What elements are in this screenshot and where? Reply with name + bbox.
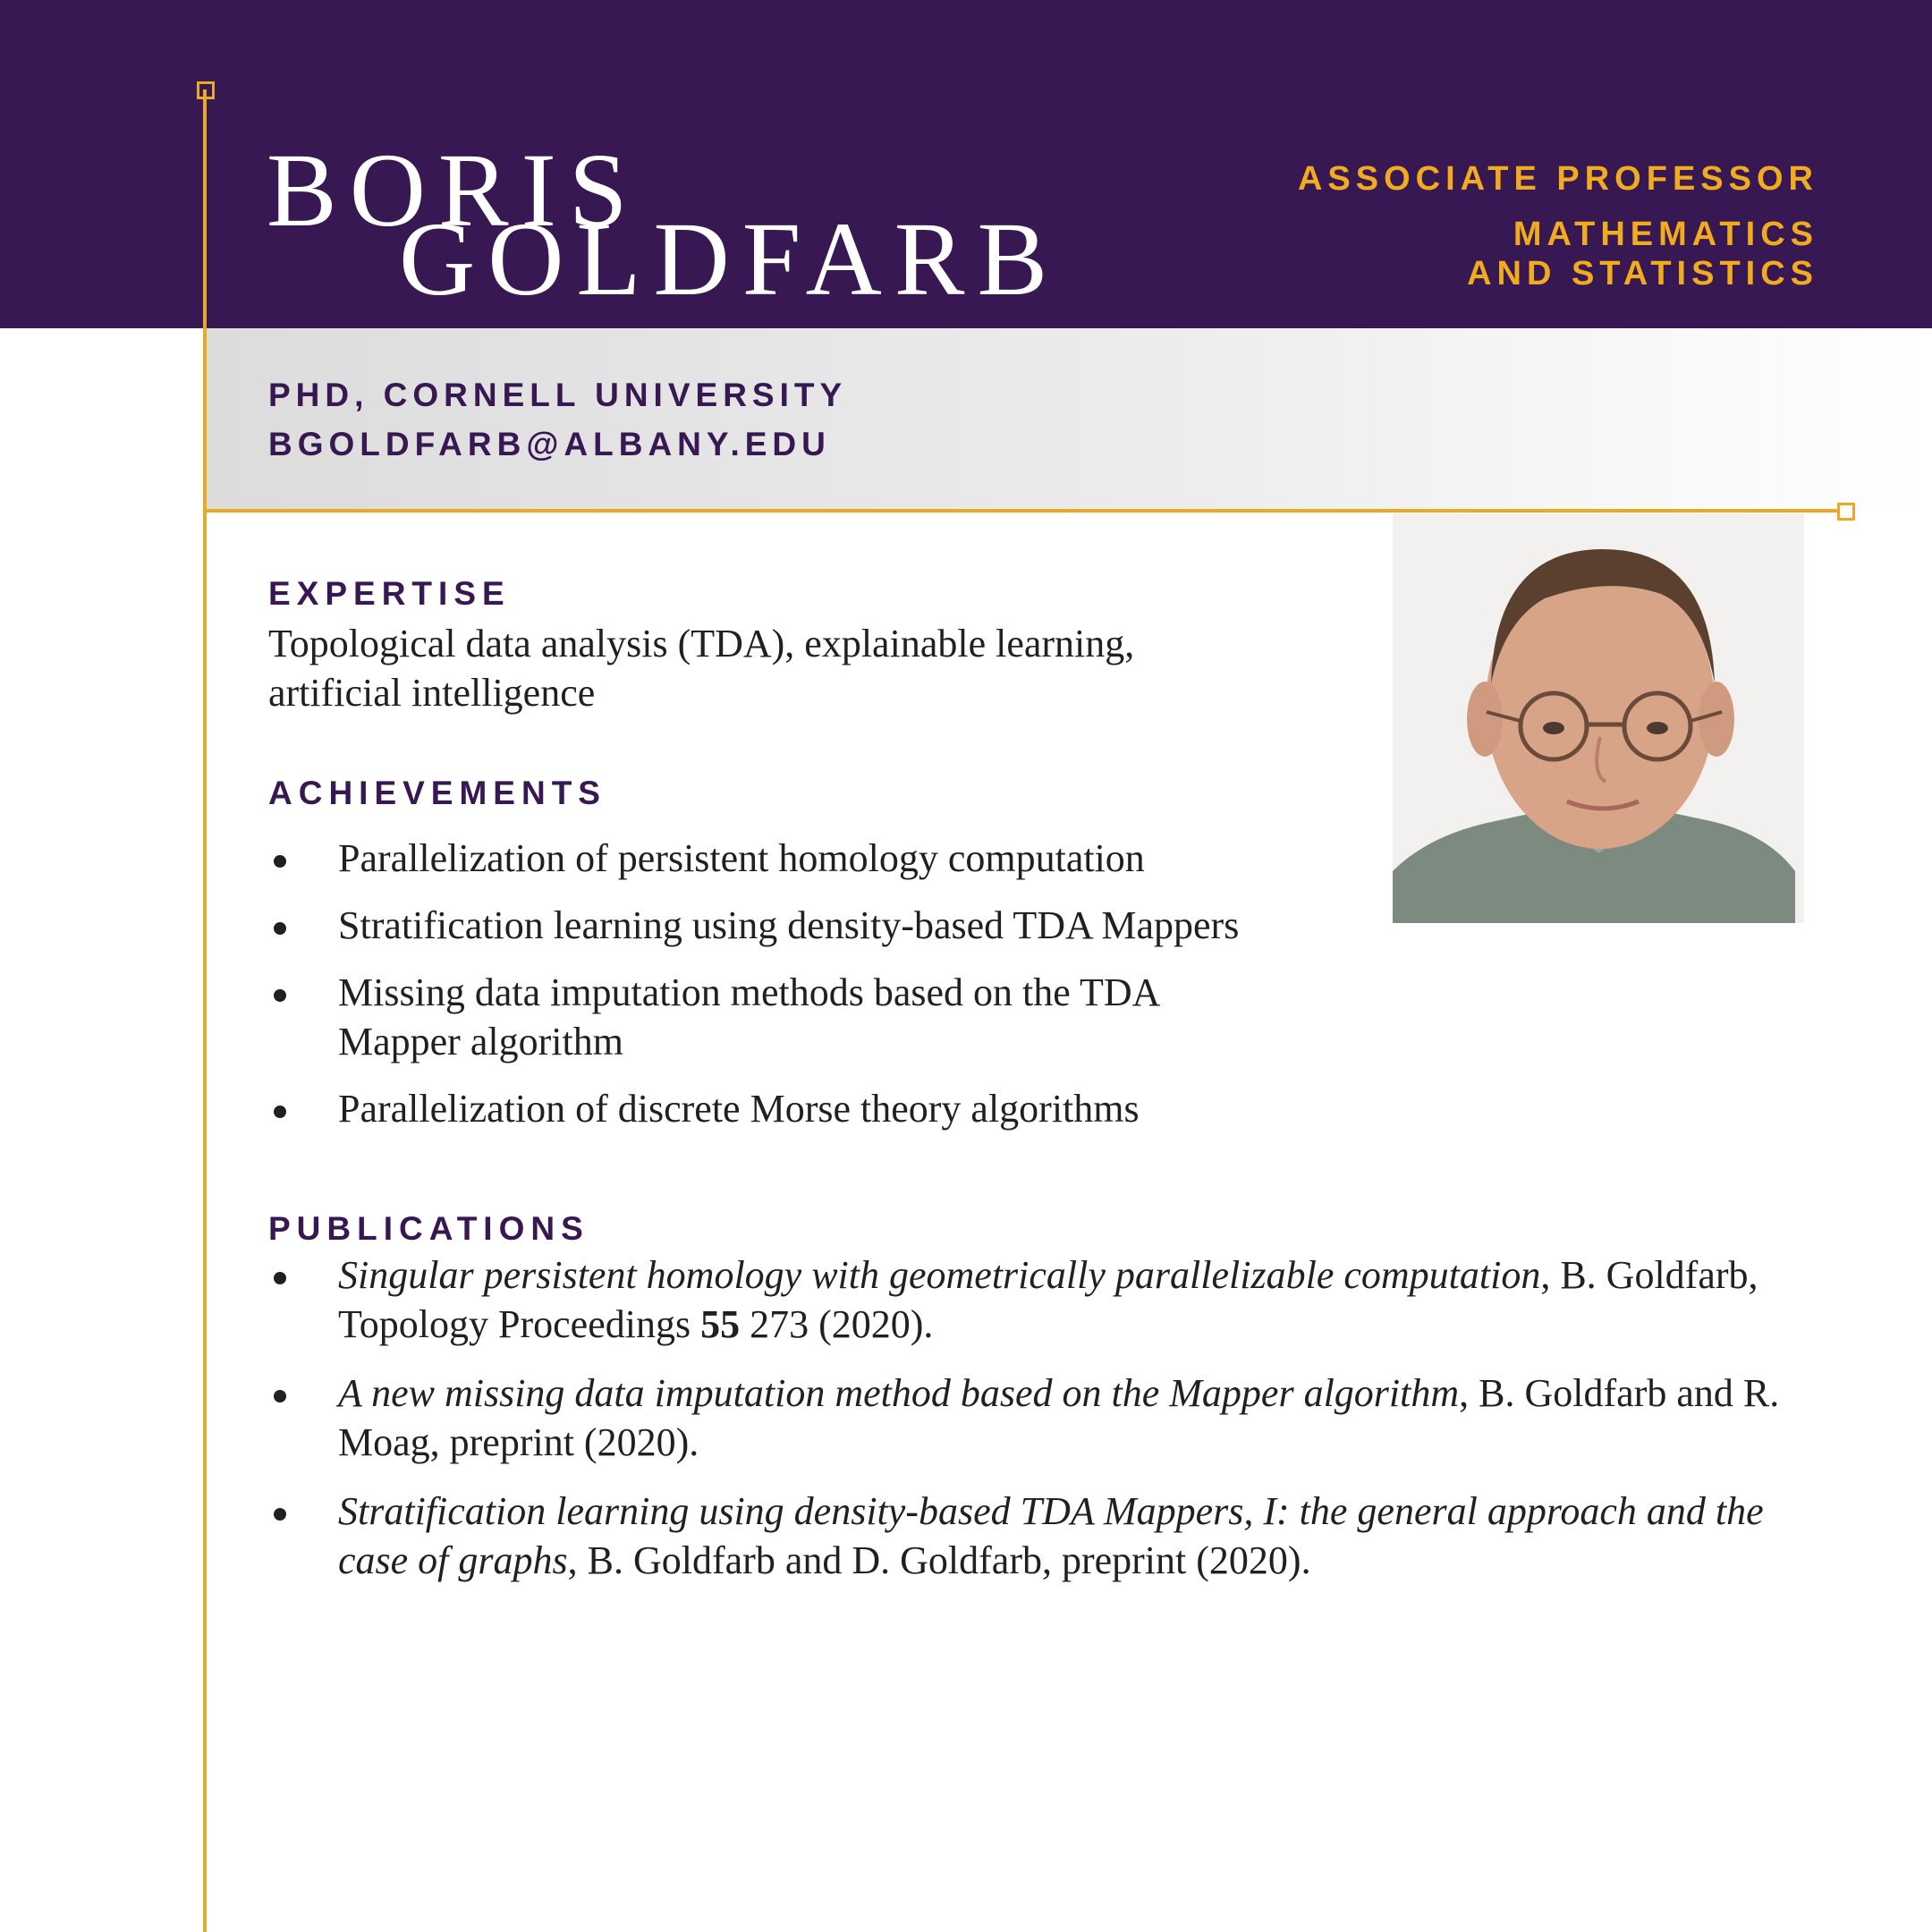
list-item [268, 1368, 1780, 1467]
accent-square-top [197, 81, 215, 99]
last-name: GOLDFARB [399, 200, 1061, 318]
publication-details: 273 (2020). [740, 1302, 934, 1346]
department-line-1: MATHEMATICS [1513, 216, 1818, 253]
position-title: ASSOCIATE PROFESSOR [1297, 160, 1818, 198]
expertise-heading: EXPERTISE [268, 575, 511, 612]
email-text: BGOLDFARB@ALBANY.EDU [268, 426, 831, 462]
publication-venue: Topology Proceedings [338, 1302, 701, 1346]
publication-title: A new missing data imputation method based on the Mapper algorithm [338, 1371, 1460, 1415]
bullet-icon [274, 1272, 286, 1284]
expertise-line-2: artificial intelligence [268, 671, 596, 715]
horizontal-accent-line [205, 509, 1838, 513]
publication-authors: , B. Goldfarb and R. Moag, preprint (2020). [338, 1371, 1780, 1464]
list-item [268, 1487, 1780, 1585]
bullet-icon [274, 922, 286, 935]
portrait-photo [1393, 513, 1804, 923]
list-item [268, 1084, 1324, 1133]
degree-text: PHD, CORNELL UNIVERSITY [268, 377, 848, 413]
expertise-text [268, 619, 1134, 717]
publication-title: Singular persistent homology with geometrically parallelizable computation [338, 1253, 1541, 1297]
publications-list [268, 1250, 1780, 1605]
achievement-text: Missing data imputation methods based on the TDA Mapper algorithm [338, 970, 1158, 1063]
bullet-icon [274, 989, 286, 1002]
accent-square-right [1837, 503, 1855, 521]
publication-authors: , B. Goldfarb, [1540, 1253, 1758, 1297]
achievement-text: Stratification learning using density-based TDA Mappers [338, 903, 1240, 947]
publications-heading: PUBLICATIONS [268, 1210, 589, 1247]
publication-authors: , B. Goldfarb and D. Goldfarb, preprint (2020). [567, 1538, 1311, 1582]
bullet-icon [274, 855, 286, 868]
bullet-icon [274, 1106, 286, 1118]
achievement-text: Parallelization of persistent homology computation [338, 836, 1145, 880]
publication-title: Stratification learning using density-based TDA Mappers, I: the general approach and the case of graphs [338, 1489, 1764, 1582]
achievement-text: Parallelization of discrete Morse theory algorithms [338, 1087, 1140, 1131]
list-item [268, 1250, 1780, 1349]
publication-volume: 55 [700, 1302, 741, 1346]
list-item [268, 901, 1324, 950]
list-item [268, 834, 1324, 883]
achievements-list [268, 834, 1324, 1151]
department-line-2: AND STATISTICS [1467, 255, 1818, 292]
info-band [206, 328, 1932, 509]
title-block [1013, 159, 1818, 293]
bullet-icon [274, 1508, 286, 1521]
expertise-line-1: Topological data analysis (TDA), explainable learning, [268, 622, 1135, 665]
achievements-heading: ACHIEVEMENTS [268, 775, 606, 811]
vertical-accent-line [203, 89, 207, 1932]
bullet-icon [274, 1390, 286, 1402]
list-item [268, 968, 1233, 1066]
first-name: BORIS [267, 131, 640, 249]
